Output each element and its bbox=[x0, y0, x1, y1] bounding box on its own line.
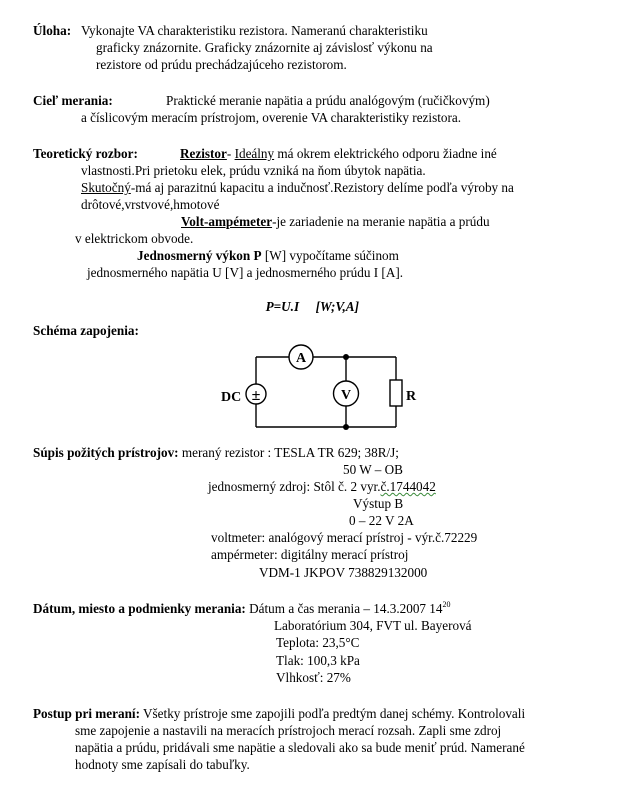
task-heading: Úloha: bbox=[33, 23, 72, 38]
theory-line-1: Rezistor- Ideálny má okrem elektrického odporu žiadne iné bbox=[180, 146, 497, 161]
resistor-term: Rezistor bbox=[180, 146, 227, 161]
ideal-term: Ideálny bbox=[234, 146, 275, 161]
power-rest: [W] vypočítame súčinom bbox=[261, 248, 399, 263]
theory-line-7 bbox=[137, 248, 399, 264]
procedure-line-4: hodnoty sme zapísali do tabuľky. bbox=[75, 757, 250, 772]
real-rest: -má aj parazitnú kapacitu a indučnosť.Rezistory delíme podľa výroby na bbox=[130, 180, 514, 195]
voltmeter-label: V bbox=[340, 388, 352, 403]
resistor-rating: 50 W – OB bbox=[343, 462, 403, 477]
power-term: Jednosmerný výkon P bbox=[137, 248, 262, 263]
procedure-line-2: sme zapojenie a nastavili na meracích prístrojoch merací rozsah. Zapli sme zdroj bbox=[75, 723, 502, 738]
procedure-heading: Postup pri meraní: bbox=[33, 706, 140, 721]
task-text-1: Vykonajte VA charakteristiku rezistora. Nameranú charakteristiku bbox=[81, 23, 428, 38]
dc-source-symbol bbox=[246, 384, 266, 404]
voltmeter-spec: voltmeter: analógový merací prístroj - výr.č.72229 bbox=[211, 530, 478, 545]
conditions-pressure: Tlak: 100,3 kPa bbox=[276, 653, 360, 668]
theory-line-6: v elektrickom obvode. bbox=[75, 231, 194, 246]
conditions-heading: Dátum, miesto a podmienky merania: bbox=[33, 601, 246, 616]
schema-heading: Schéma zapojenia: bbox=[33, 323, 139, 338]
ammeter-label: A bbox=[295, 351, 307, 366]
voltmeter-symbol bbox=[334, 381, 359, 406]
ammeter-symbol bbox=[289, 345, 313, 369]
source-prefix: jednosmerný zdroj: Stôl č. 2 vyr. bbox=[208, 479, 381, 494]
theory-line-3 bbox=[81, 180, 514, 196]
resistor-label: R bbox=[406, 389, 417, 404]
theory-line-5 bbox=[181, 214, 490, 230]
source-output: Výstup B bbox=[353, 496, 404, 511]
procedure-line-3: napätia a prúdu, pridávali sme napätie a sledovali ako sa bude meniť prúd. Namerané bbox=[75, 740, 525, 755]
theory-line-4: drôtové,vrstvové,hmotové bbox=[81, 197, 220, 212]
goal-line-1 bbox=[33, 93, 113, 109]
source-serial: č.1744042 bbox=[380, 479, 436, 494]
ideal-rest: má okrem elektrického odporu žiadne iné bbox=[274, 146, 497, 161]
task-line-3: rezistore od prúdu prechádzajúceho rezistorom. bbox=[96, 57, 347, 72]
conditions-humidity: Vlhkosť: 27% bbox=[276, 670, 351, 685]
instruments-line-1 bbox=[33, 445, 399, 461]
power-formula: P=U.I [W;V,A] bbox=[265, 299, 359, 314]
procedure-line-1 bbox=[33, 706, 525, 722]
task-line-1 bbox=[33, 23, 428, 39]
conditions-minutes: 20 bbox=[442, 600, 451, 609]
goal-text-2: a číslicovým meracím prístrojom, overenie VA charakteristiky rezistora. bbox=[81, 110, 462, 125]
source-polarity-label: ± bbox=[251, 387, 261, 404]
theory-line-8: jednosmerného napätia U [V] a jednosmerného prúdu I [A]. bbox=[87, 265, 404, 280]
ammeter-spec: ampérmeter: digitálny merací prístroj bbox=[211, 547, 409, 562]
voltampermeter-rest: -je zariadenie na meranie napätia a prúdu bbox=[272, 214, 490, 229]
junction-top bbox=[343, 354, 349, 360]
procedure-text-1: Všetky prístroje sme zapojili podľa predtým danej schémy. Kontrolovali bbox=[139, 706, 526, 721]
source-range: 0 – 22 V 2A bbox=[349, 513, 414, 528]
goal-heading: Cieľ merania: bbox=[33, 93, 113, 108]
ammeter-model: VDM-1 JKPOV 738829132000 bbox=[259, 565, 428, 580]
junction-bottom bbox=[343, 424, 349, 430]
conditions-line-1 bbox=[33, 601, 451, 617]
dc-label: DC bbox=[221, 390, 242, 405]
conditions-datetime: Dátum a čas merania – 14.3.2007 14 bbox=[249, 601, 443, 616]
voltampermeter-term: Volt-ampémeter bbox=[181, 214, 273, 229]
real-term: Skutočný bbox=[81, 180, 131, 195]
conditions-temperature: Teplota: 23,5°C bbox=[276, 635, 360, 650]
instruments-heading: Súpis požitých prístrojov: bbox=[33, 445, 179, 460]
resistor-spec: meraný rezistor : TESLA TR 629; 38R/J; bbox=[181, 445, 399, 460]
theory-line-2: vlastnosti.Pri prietoku elek, prúdu vzniká na ňom úbytok napätia. bbox=[81, 163, 426, 178]
goal-text-1: Praktické meranie napätia a prúdu analógovým (ručičkovým) bbox=[166, 93, 490, 108]
conditions-lab: Laboratórium 304, FVT ul. Bayerová bbox=[274, 618, 472, 633]
source-line bbox=[208, 479, 436, 495]
theory-heading: Teoretický rozbor: bbox=[33, 146, 138, 161]
resistor-symbol bbox=[390, 380, 402, 406]
task-line-2: graficky znázornite. Graficky znázornite aj závislosť výkonu na bbox=[96, 40, 433, 55]
